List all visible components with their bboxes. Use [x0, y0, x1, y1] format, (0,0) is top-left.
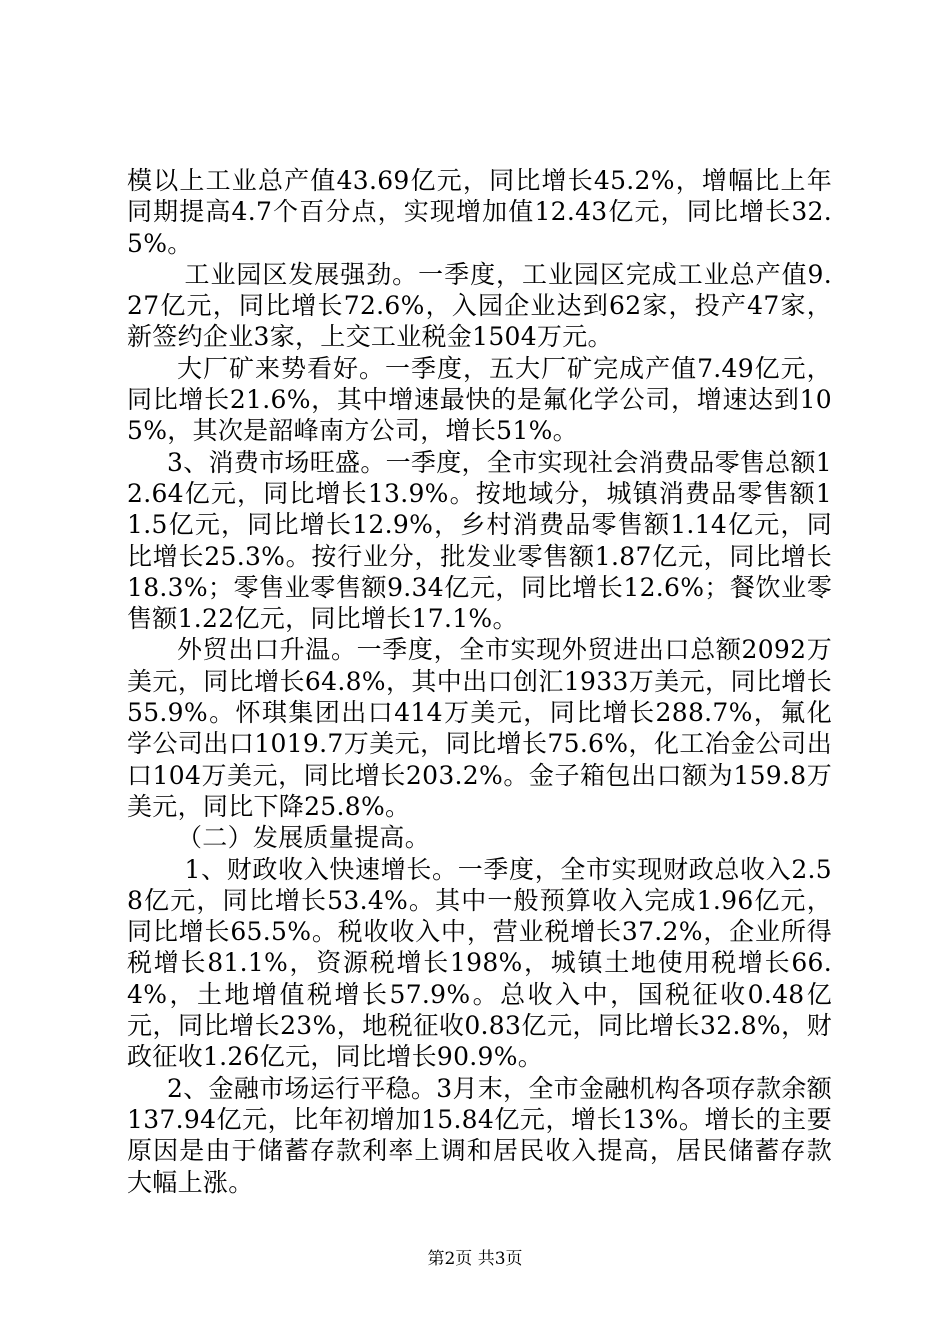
paragraph-consumer-market: 3、消费市场旺盛。一季度，全市实现社会消费品零售总额12.64亿元，同比增长13.9%。按地域分，城镇消费品零售额11.5亿元，同比增长12.9%，乡村消费品零售额1.14亿元，同比增长25.3%。按行业分，批发业零售额1.87亿元，同比增长18.3%；零售业零售额9.34亿元，同比增长12.6%；餐饮业零售额1.22亿元，同比增长17.1%。 — [127, 447, 832, 634]
paragraph-large-factories: 大厂矿来势看好。一季度，五大厂矿完成产值7.49亿元，同比增长21.6%，其中增速最快的是氟化学公司，增速达到105%，其次是韶峰南方公司，增长51%。 — [127, 353, 832, 446]
document-body — [127, 165, 832, 1198]
paragraph-foreign-trade: 外贸出口升温。一季度，全市实现外贸进出口总额2092万美元，同比增长64.8%，其中出口创汇1933万美元，同比增长55.9%。怀琪集团出口414万美元，同比增长288.7%，氟化学公司出口1019.7万美元，同比增长75.6%，化工冶金公司出口104万美元，同比增长203.2%。金子箱包出口额为159.8万美元，同比下降25.8%。 — [127, 635, 832, 821]
paragraph-industrial-output: 模以上工业总产值43.69亿元，同比增长45.2%，增幅比上年同期提高4.7个百分点，实现增加值12.43亿元，同比增长32.5%。 — [127, 166, 832, 258]
page-footer: 第2页 共3页 — [427, 1249, 523, 1269]
paragraph-industrial-park: 工业园区发展强劲。一季度，工业园区完成工业总产值9.27亿元，同比增长72.6%，入园企业达到62家，投产47家，新签约企业3家，上交工业税金1504万元。 — [127, 259, 832, 352]
paragraph-financial-market: 2、金融市场运行平稳。3月末，全市金融机构各项存款余额137.94亿元，比年初增加15.84亿元，增长13%。增长的主要原因是由于储蓄存款利率上调和居民收入提高，居民储蓄存款大幅上涨。 — [127, 1073, 832, 1197]
section-heading-quality: （二）发展质量提高。 — [177, 823, 431, 853]
paragraph-fiscal-revenue: 1、财政收入快速增长。一季度，全市实现财政总收入2.58亿元，同比增长53.4%。其中一般预算收入完成1.96亿元，同比增长65.5%。税收收入中，营业税增长37.2%，企业所得税增长81.1%，资源税增长198%，城镇土地使用税增长66.4%，土地增值税增长57.9%。总收入中，国税征收0.48亿元，同比增长23%，地税征收0.83亿元，同比增长32.8%，财政征收1.26亿元，同比增长90.9%。 — [127, 854, 832, 1072]
